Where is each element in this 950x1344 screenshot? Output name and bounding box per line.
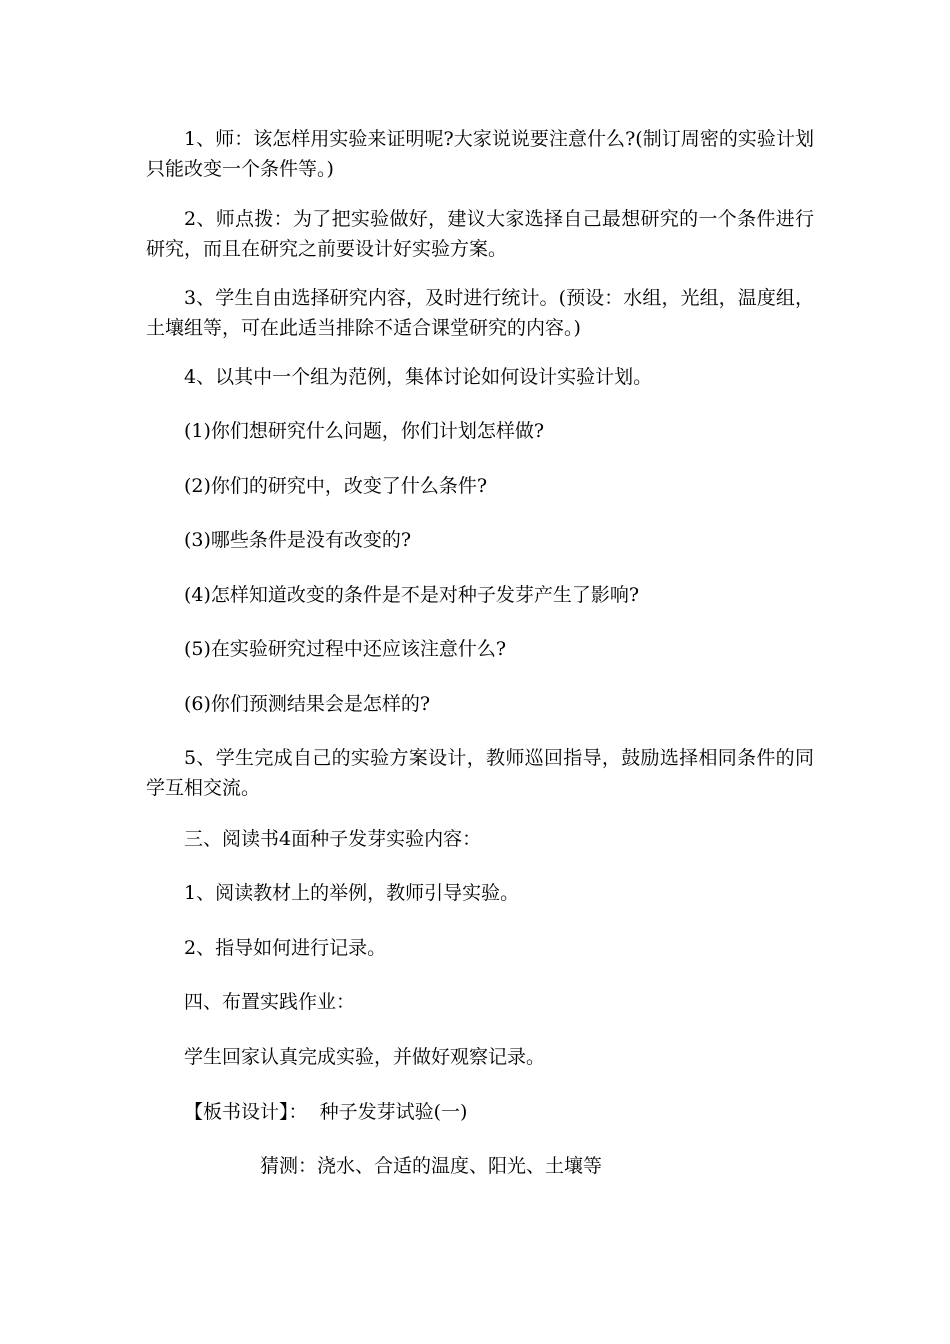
paragraph-step-4: 4、以其中一个组为范例，集体讨论如何设计实验计划。	[184, 366, 653, 388]
question-4: (4)怎样知道改变的条件是不是对种子发芽产生了影响?	[184, 584, 640, 606]
question-5: (5)在实验研究过程中还应该注意什么?	[184, 638, 507, 660]
section-four-item: 学生回家认真完成实验，并做好观察记录。	[184, 1046, 546, 1068]
paragraph-step-3: 3、学生自由选择研究内容，及时进行统计。(预设：水组，光组，温度组，土壤组等，可在此适当排除不适合课堂研究的内容。)	[146, 287, 814, 339]
paragraph-step-1: 1、师：该怎样用实验来证明呢?大家说说要注意什么?(制订周密的实验计划只能改变一个条件等。)	[146, 128, 814, 180]
blackboard-guess: 猜测：浇水、合适的温度、阳光、土壤等	[260, 1155, 603, 1177]
paragraph-step-5: 5、学生完成自己的实验方案设计，教师巡回指导，鼓励选择相同条件的同学互相交流。	[146, 747, 814, 799]
section-four-heading: 四、布置实践作业：	[184, 991, 356, 1013]
question-6: (6)你们预测结果会是怎样的?	[184, 693, 431, 715]
blackboard-design-title: 【板书设计】： 种子发芽试验(一)	[184, 1101, 468, 1123]
section-three-item-2: 2、指导如何进行记录。	[184, 937, 387, 959]
section-three-item-1: 1、阅读教材上的举例，教师引导实验。	[184, 882, 520, 904]
paragraph-step-2: 2、师点拨：为了把实验做好，建议大家选择自己最想研究的一个条件进行研究，而且在研究之前要设计好实验方案。	[146, 208, 814, 260]
question-3: (3)哪些条件是没有改变的?	[184, 529, 412, 551]
section-three-heading: 三、阅读书4面种子发芽实验内容：	[184, 828, 482, 850]
question-2: (2)你们的研究中，改变了什么条件?	[184, 475, 488, 497]
question-1: (1)你们想研究什么问题，你们计划怎样做?	[184, 420, 545, 442]
